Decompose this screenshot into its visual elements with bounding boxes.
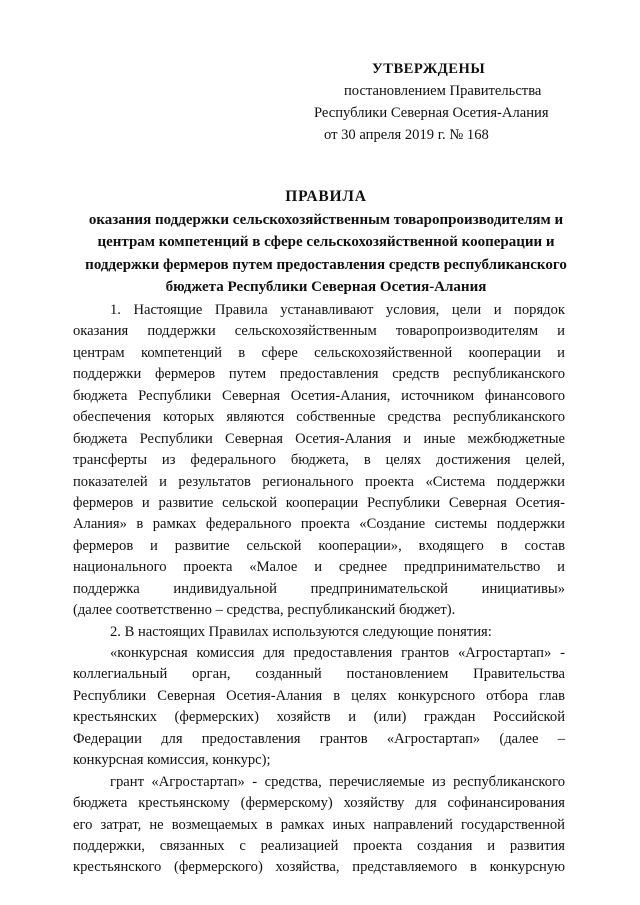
paragraph-1-line: Алания» в рамках федерального проекта «Создание системы поддержки (73, 516, 565, 533)
approval-line-3: от 30 апреля 2019 г. № 168 (324, 127, 489, 143)
document-subtitle-line: поддержки фермеров путем предоставления средств республиканского (85, 256, 567, 273)
paragraph-1-line: поддержка индивидуальной предпринимательской инициативы» (73, 580, 565, 597)
paragraph-1-line: национального проекта «Малое и среднее предпринимательство и (73, 559, 565, 576)
document-subtitle-line: оказания поддержки сельскохозяйственным товаропроизводителям и (88, 211, 564, 228)
paragraph-1-line: бюджета Республики Северная Осетия-Алания, источником финансового (73, 387, 565, 404)
paragraph-1-line: показателей и результатов регионального проекта «Система поддержки (73, 473, 565, 490)
paragraph-1-line: 1. Настоящие Правила устанавливают условия, цели и порядок (110, 302, 565, 318)
paragraph-1-line: оказания поддержки сельскохозяйственным товаропроизводителям и (73, 323, 565, 340)
approval-line-1: постановлением Правительства (344, 83, 542, 99)
definition-1-line: конкурсная комиссия, конкурс); (73, 752, 271, 769)
document-subtitle-line: центрам компетенций в сфере сельскохозяйственной кооперации и (97, 234, 555, 250)
document-subtitle-line: бюджета Республики Северная Осетия-Алания (165, 279, 487, 295)
paragraph-1-line: (далее соответственно – средства, республиканский бюджет). (73, 602, 456, 619)
definition-1-line: крестьянских (фермерских) хозяйств и (или) граждан Российской (73, 709, 565, 726)
paragraph-1-line: бюджета Республики Северная Осетия-Алания и иные межбюджетные (73, 430, 565, 447)
document-title-block (60, 186, 592, 299)
definition-1-line: Республики Северная Осетия-Алания в целях конкурсного отбора глав (73, 687, 565, 704)
approval-line-2: Республики Северная Осетия-Алания (314, 105, 549, 121)
definition-2-line: крестьянского (фермерского) хозяйства, представляемого в конкурсную (73, 859, 565, 876)
paragraph-1-line: фермеров и развитие сельской кооперации Республики Северная Осетия- (73, 494, 565, 511)
paragraph-1-line: фермеров и развитие сельской кооперации», входящего в состав (73, 537, 565, 554)
definition-2-line: бюджета крестьянскому (фермерскому) хозяйству для софинансирования (73, 795, 565, 812)
document-title: ПРАВИЛА (285, 188, 367, 205)
document-body (73, 300, 565, 879)
definition-2-line: его затрат, не возмещаемых в рамках иных направлений государственной (73, 816, 565, 833)
approval-title: УТВЕРЖДЕНЫ (372, 61, 486, 77)
approval-stamp (300, 58, 600, 146)
definition-2-line: поддержки, связанных с реализацией проекта создания и развития (73, 837, 565, 854)
definition-1-line: Федерации для предоставления грантов «Агростартап» (далее – (73, 730, 565, 747)
paragraph-1-line: обеспечения которых являются собственные средства республиканского (73, 409, 565, 426)
paragraph-1-line: трансферты из федерального бюджета, в целях достижения целей, (73, 452, 565, 469)
definition-1-line: коллегиальный орган, созданный постановлением Правительства (73, 666, 565, 683)
paragraph-1-line: центрам компетенций в сфере сельскохозяйственной кооперации и (73, 344, 565, 361)
paragraph-2-line: 2. В настоящих Правилах используются следующие понятия: (110, 623, 492, 640)
definition-1-line: «конкурсная комиссия для предоставления грантов «Агростартап» - (110, 645, 565, 661)
paragraph-1-line: поддержки фермеров путем предоставления средств республиканского (73, 366, 565, 383)
definition-2-line: грант «Агростартап» - средства, перечисляемые из республиканского (110, 773, 565, 790)
